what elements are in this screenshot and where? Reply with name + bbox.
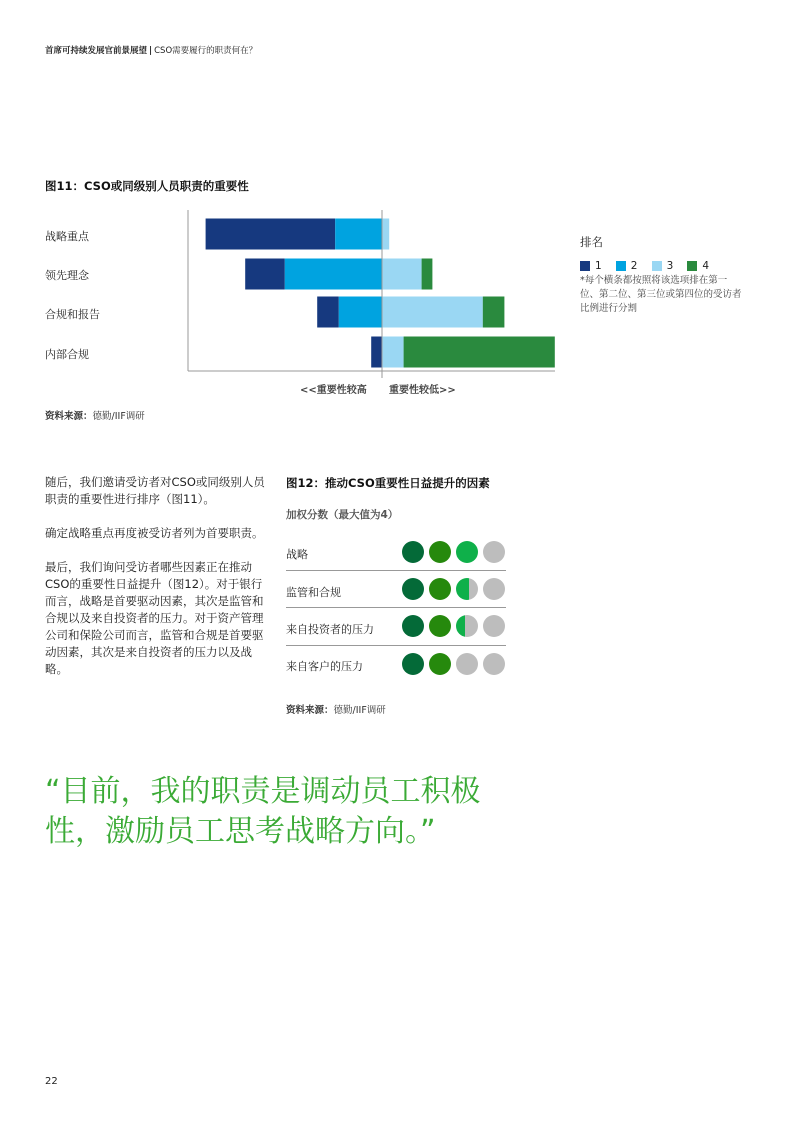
row-divider <box>286 607 506 608</box>
fig12-row-label: 战略 <box>286 548 308 561</box>
score-dot <box>429 653 451 675</box>
score-dot <box>456 541 478 563</box>
score-dot <box>402 541 424 563</box>
bar-segment-rank-1 <box>245 259 285 290</box>
header-title: 首席可持续发展官前景展望 <box>45 46 148 56</box>
source-label: 资料来源： <box>286 705 334 716</box>
legend-item <box>616 260 638 272</box>
score-dot <box>483 541 505 563</box>
legend-label: 4 <box>702 260 710 272</box>
figure12-subtitle: 加权分数（最大值为4） <box>286 509 399 521</box>
legend-swatch <box>687 261 697 271</box>
row-divider <box>286 570 506 571</box>
legend-label: 2 <box>630 260 638 272</box>
body-paragraph: 随后，我们邀请受访者对CSO或同级别人员职责的重要性进行排序（图11）。 <box>45 475 265 506</box>
score-dot <box>402 615 424 637</box>
bar-segment-rank-3 <box>382 259 422 290</box>
bar-segment-rank-4 <box>422 259 433 290</box>
legend-swatch <box>580 261 590 271</box>
legend-swatch <box>616 261 626 271</box>
header-subtitle: CSO需要履行的职责何在？ <box>154 46 258 56</box>
bar-segment-rank-4 <box>404 337 555 368</box>
fig11-axis-right-label: 重要性较低>> <box>389 385 456 396</box>
legend-note: *每个横条都按照将该选项排在第一位、第二位、第三位或第四位的受访者比例进行分割 <box>580 275 742 314</box>
score-dot <box>483 653 505 675</box>
source-value: 德勤/IIF调研 <box>92 411 145 422</box>
fig11-category: 领先理念 <box>45 269 89 282</box>
score-dot <box>402 653 424 675</box>
legend-item <box>580 260 602 272</box>
score-dot <box>483 615 505 637</box>
bar-segment-rank-1 <box>206 219 336 250</box>
score-dot <box>429 578 451 600</box>
pull-quote: “目前，我的职责是调动员工积极性，激励员工思考战略方向。” <box>45 774 481 849</box>
bar-segment-rank-3 <box>382 219 389 250</box>
body-text <box>45 474 271 695</box>
fig11-category: 内部合规 <box>45 348 89 361</box>
score-dot <box>402 578 424 600</box>
score-dot <box>456 653 478 675</box>
fig11-category: 合规和报告 <box>45 308 100 321</box>
legend-label: 3 <box>666 260 674 272</box>
page-number: 22 <box>45 1076 58 1087</box>
source-label: 资料来源： <box>45 411 93 422</box>
row-divider <box>286 645 506 646</box>
source-value: 德勤/IIF调研 <box>333 705 386 716</box>
score-dot <box>483 578 505 600</box>
legend-label: 1 <box>595 260 602 272</box>
score-dot <box>456 578 478 600</box>
score-dot <box>456 615 478 637</box>
fig12-row-label: 来自客户的压力 <box>286 660 363 673</box>
fig12-source <box>286 702 386 716</box>
body-paragraph: 确定战略重点再度被受访者列为首要职责。 <box>45 526 264 540</box>
fig12-row-label: 监管和合规 <box>286 586 341 599</box>
figure12-title: 图12：推动CSO重要性日益提升的因素 <box>286 476 490 490</box>
legend-item <box>652 260 674 272</box>
bar-segment-rank-4 <box>483 297 505 328</box>
figure11-title: 图11：CSO或同级别人员职责的重要性 <box>45 179 249 193</box>
header-separator: | <box>149 46 153 56</box>
fig12-row-label: 来自投资者的压力 <box>286 623 374 636</box>
bar-segment-rank-3 <box>382 337 404 368</box>
fig11-axis-left-label: <<重要性较高 <box>300 385 367 396</box>
bar-segment-rank-2 <box>339 297 382 328</box>
legend-title: 排名 <box>580 235 603 249</box>
figure11-chart <box>180 208 565 378</box>
bar-segment-rank-1 <box>371 337 382 368</box>
fig11-source <box>45 408 145 422</box>
bar-segment-rank-2 <box>335 219 382 250</box>
fig11-category: 战略重点 <box>45 230 89 243</box>
legend-item <box>687 260 709 272</box>
running-header <box>45 44 257 56</box>
bar-segment-rank-1 <box>317 297 339 328</box>
bar-segment-rank-3 <box>382 297 483 328</box>
body-paragraph: 最后，我们询问受访者哪些因素正在推动CSO的重要性日益提升（图12）。对于银行而言，战略是首要驱动因素，其次是监管和合规以及来自投资者的压力。对于资产管理公司和保险公司而言，监管和合规是首要驱动因素，其次是来自投资者的压力以及战略。 <box>45 560 264 676</box>
score-dot <box>429 541 451 563</box>
legend-swatch <box>652 261 662 271</box>
legend <box>580 256 718 275</box>
score-dot <box>429 615 451 637</box>
bar-segment-rank-2 <box>285 259 382 290</box>
